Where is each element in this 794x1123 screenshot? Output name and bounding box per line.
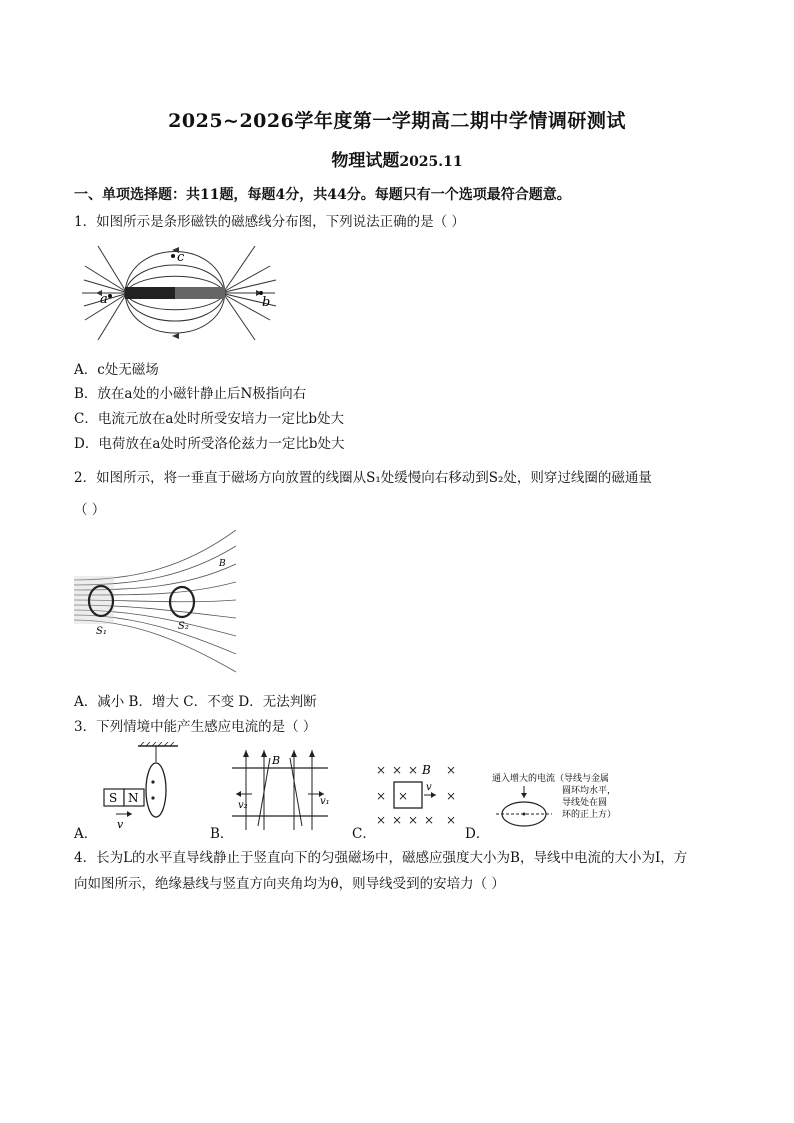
- cross-mark: ×: [376, 813, 387, 827]
- cross-mark: ×: [376, 763, 387, 777]
- caption-line-1: 通入增大的电流（导线与金属: [492, 774, 610, 784]
- q3-option-d-label: D．: [465, 826, 490, 842]
- q3-option-b-label: B．: [210, 826, 234, 842]
- exam-title: 2025~2026学年度第一学期高二期中学情调研测试: [168, 110, 626, 132]
- label-a: a: [100, 292, 108, 307]
- pole-n: N: [128, 791, 139, 805]
- caption-line-4: 环的正上方）: [562, 810, 616, 820]
- cross-mark: ×: [392, 813, 403, 827]
- label-c: c: [177, 250, 185, 265]
- cross-mark: ×: [446, 789, 457, 803]
- field-B-label: B: [422, 763, 431, 777]
- diverging-field-figure: [74, 528, 236, 682]
- q3-stem: 3．下列情境中能产生感应电流的是（ ）: [74, 719, 317, 735]
- section-heading: 一、单项选择题：共11题，每题4分，共44分。每题只有一个选项最符合题意。: [74, 187, 571, 203]
- cross-mark: ×: [408, 813, 419, 827]
- cross-mark: ×: [446, 813, 457, 827]
- q2-options: A．减小 B．增大 C．不变 D．无法判断: [74, 694, 317, 710]
- cross-mark: ×: [424, 813, 435, 827]
- velocity-v2: v₂: [238, 800, 248, 811]
- magnet-left-half: [125, 287, 175, 299]
- q1-option-b: B．放在a处的小磁针静止后N极指向右: [74, 386, 307, 402]
- field-B-label: B: [272, 754, 281, 767]
- bar-magnet-field-figure: [80, 236, 280, 348]
- caption-line-3: 导线处在圆: [562, 798, 608, 808]
- caption-line-2: 圆环均水平，: [562, 786, 616, 796]
- label-s2: S₂: [178, 621, 189, 632]
- exam-date: 2025.11: [399, 154, 463, 170]
- cross-mark: ×: [446, 763, 457, 777]
- q2-stem: 2．如图所示，将一垂直于磁场方向放置的线圈从S₁处缓慢向右移动到S₂处，则穿过线圈的磁通量: [74, 470, 652, 486]
- label-b: b: [262, 295, 271, 310]
- q3-option-a-label: A．: [74, 826, 98, 842]
- magnet-right-half: [175, 287, 225, 299]
- q2-stem-bracket: （ ）: [74, 502, 106, 518]
- q1-option-d: D．电荷放在a处时所受洛伦兹力一定比b处大: [74, 436, 345, 452]
- q4-stem-line1: 4．长为L的水平直导线静止于竖直向下的匀强磁场中，磁感应强度大小为B，导线中电流的大小为I，方: [74, 850, 688, 866]
- hanging-ring: [146, 763, 166, 817]
- label-s1: S₁: [96, 626, 107, 637]
- velocity-v: v: [426, 782, 432, 793]
- q3-option-c-label: C．: [352, 826, 376, 842]
- cross-mark: ×: [376, 789, 387, 803]
- cross-mark: ×: [392, 763, 403, 777]
- q3-figure-c: [374, 758, 466, 830]
- cross-mark: ×: [408, 763, 419, 777]
- q3-figure-d: [486, 770, 616, 834]
- pole-s: S: [109, 791, 118, 805]
- q1-option-c: C．电流元放在a处时所受安培力一定比b处大: [74, 411, 345, 427]
- exam-subtitle: [0, 146, 794, 171]
- label-B: B: [219, 559, 226, 569]
- velocity-v: v: [117, 818, 124, 831]
- cross-mark: ×: [398, 789, 409, 803]
- q1-stem: 1．如图所示是条形磁铁的磁感线分布图，下列说法正确的是（ ）: [74, 214, 465, 230]
- q4-stem-line2: 向如图所示，绝缘悬线与竖直方向夹角均为θ，则导线受到的安培力（ ）: [74, 876, 505, 892]
- q3-figure-a: [98, 742, 178, 834]
- q3-figure-b: [232, 746, 332, 832]
- subject-title: 物理试题: [331, 151, 400, 171]
- q1-option-a: A．c处无磁场: [74, 362, 159, 378]
- velocity-v1: v₁: [320, 796, 330, 807]
